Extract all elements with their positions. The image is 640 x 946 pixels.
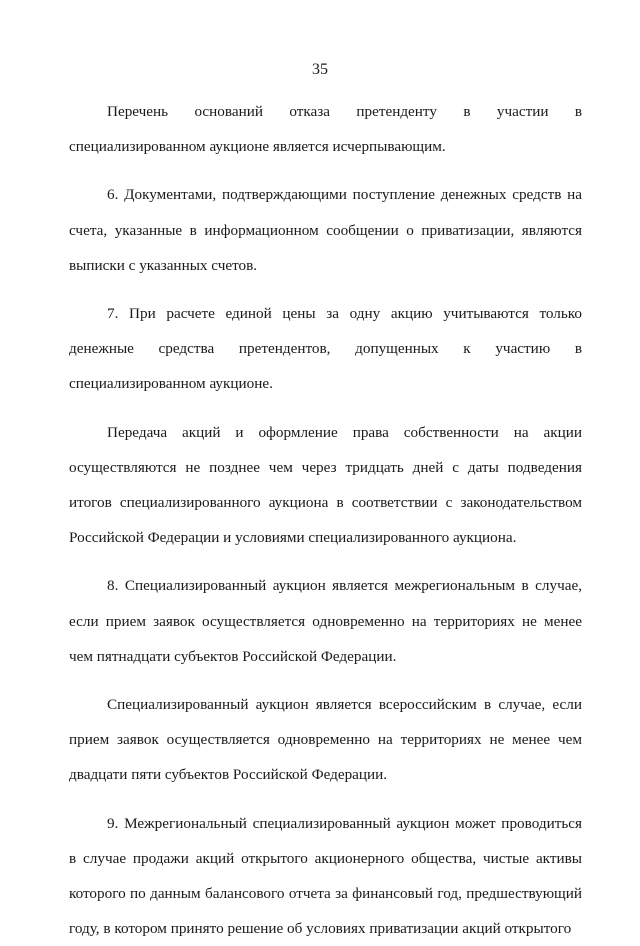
paragraph-8-interregional: 8. Специализированный аукцион является межрегиональным в случае, если прием заявок осуществляется одновременно на территориях не менее чем пятнадцати субъектов Российской Федерации. xyxy=(69,577,582,665)
paragraph-all-russian: Специализированный аукцион является всероссийским в случае, если прием заявок осуществляется одновременно на территориях не менее чем двадцати пяти субъектов Российской Федерации. xyxy=(69,696,582,784)
paragraph-list-exhaustive: Перечень оснований отказа претенденту в участии в специализированном аукционе является исчерпывающим. xyxy=(69,103,582,156)
paragraph-6-documents: 6. Документами, подтверждающими поступление денежных средств на счета, указанные в информационном сообщении о приватизации, являются выписки с указанных счетов. xyxy=(69,186,582,274)
paragraph-7-unit-price: 7. При расчете единой цены за одну акцию учитываются только денежные средства претендентов, допущенных к участию в специализированном аукционе. xyxy=(69,305,582,393)
paragraph-share-transfer: Передача акций и оформление права собственности на акции осуществляются не позднее чем через тридцать дней с даты подведения итогов специализированного аукциона в соответствии с законодательством Российской Федерации и условиями специализированного аукциона. xyxy=(69,423,582,547)
document-body xyxy=(69,94,582,946)
page-number: 35 xyxy=(312,61,328,78)
paragraph-9-conditions: 9. Межрегиональный специализированный аукцион может проводиться в случае продажи акций открытого акционерного общества, чистые активы которого по данным балансового отчета за финансовый год, предшествующий году, в котором принято решение об условиях приватизации акций открытого xyxy=(69,814,582,938)
